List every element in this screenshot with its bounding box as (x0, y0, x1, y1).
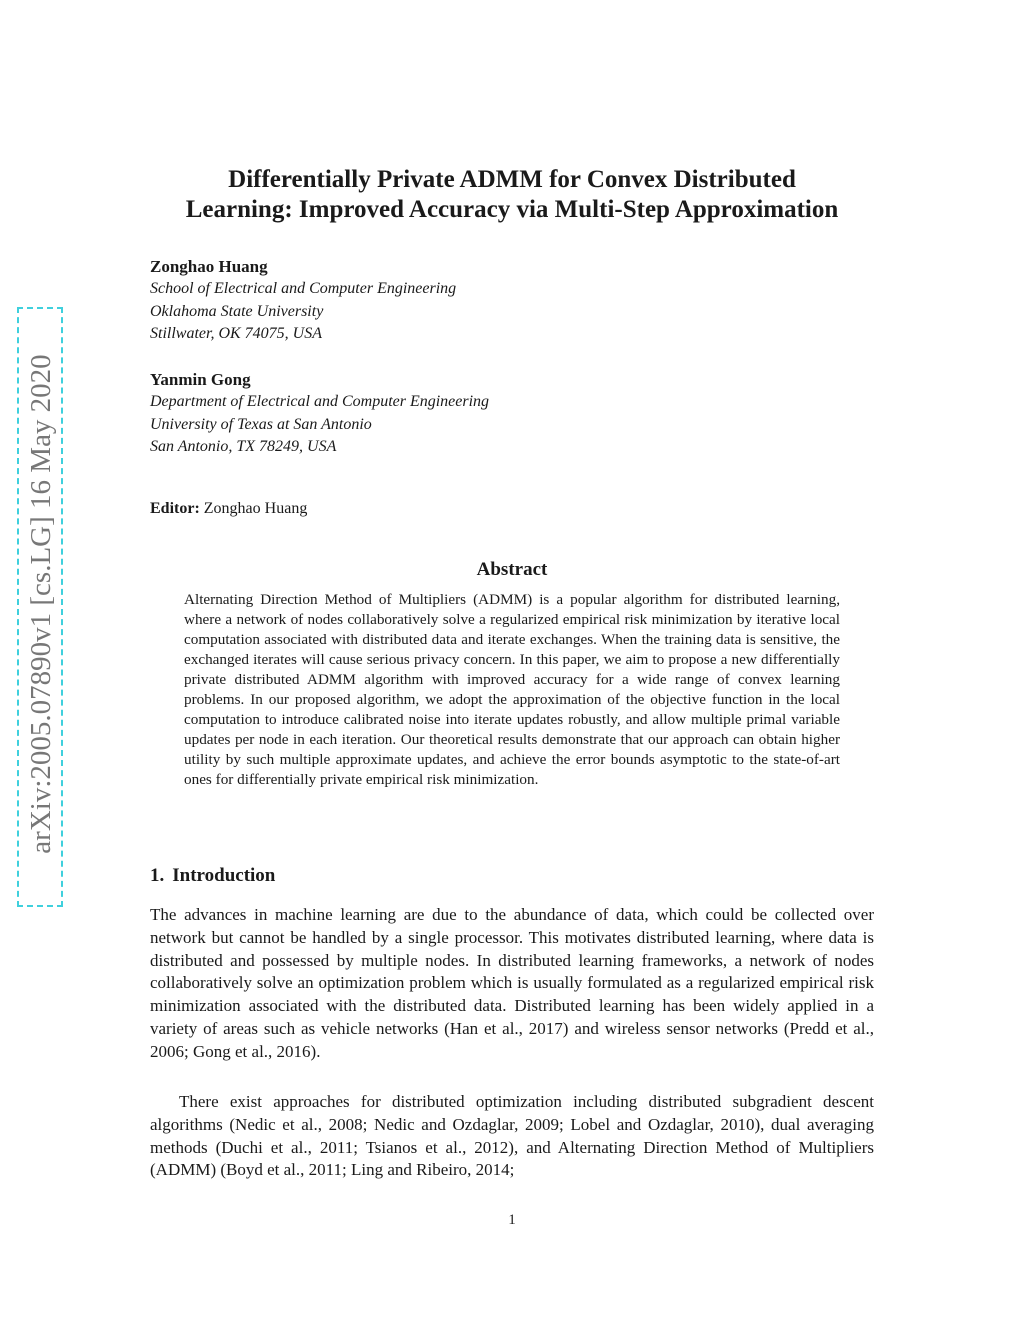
abstract-heading: Abstract (476, 559, 548, 580)
author-name: Zonghao Huang (150, 257, 268, 276)
author-block-2 (150, 369, 874, 459)
author-name: Yanmin Gong (150, 370, 251, 389)
body-paragraph: The advances in machine learning are due to the abundance of data, which could be collected over network but cannot be handled by a single processor. This motivates distributed learning, where data is distributed and possessed by multiple nodes. In distributed learning frameworks, a network of nodes collaboratively solve an optimization problem which is usually formulated as a regularized empirical risk minimization associated with the distributed data. Distributed learning has been widely applied in a variety of areas such as vehicle networks (Han et al., 2017) and wireless sensor networks (Predd et al., 2006; Gong et al., 2016). (150, 905, 874, 1061)
body-paragraph: There exist approaches for distributed optimization including distributed subgradient descent algorithms (Nedic et al., 2008; Nedic and Ozdaglar, 2009; Lobel and Ozdaglar, 2010), dual averaging methods (Duchi et al., 2011; Tsianos et al., 2012), and Alternating Direction Method of Multipliers (ADMM) (Boyd et al., 2011; Ling and Ribeiro, 2014; (150, 1092, 874, 1180)
editor-name: Zonghao Huang (203, 500, 308, 517)
author-affiliation-line: Oklahoma State University (150, 302, 324, 320)
arxiv-stamp: arXiv:2005.07890v1 [cs.LG] 16 May 2020 (25, 354, 57, 854)
section-heading (150, 864, 275, 888)
editor-line (150, 498, 307, 520)
paper-title (150, 165, 874, 225)
author-affiliation-line: Stillwater, OK 74075, USA (150, 325, 323, 342)
title-line-1: Differentially Private ADMM for Convex Distributed (228, 166, 796, 193)
section-title: Introduction (172, 865, 276, 886)
author-affiliation-line: San Antonio, TX 78249, USA (150, 438, 337, 455)
section-number: 1. (150, 865, 165, 886)
author-affiliation-line: Department of Electrical and Computer Engineering (150, 393, 490, 410)
title-line-2: Learning: Improved Accuracy via Multi-Step Approximation (185, 196, 839, 223)
author-affiliation-line: School of Electrical and Computer Engineering (150, 280, 457, 297)
abstract-text: Alternating Direction Method of Multipliers (ADMM) is a popular algorithm for distributed learning, where a network of nodes collaboratively solve a regularized empirical risk minimization by iterative local computation associated with distributed data and iterate exchanges. When the training data is sensitive, the exchanged iterates will cause serious privacy concern. In this paper, we aim to propose a new differentially private distributed ADMM algorithm with improved accuracy for a wide range of convex learning problems. In our proposed algorithm, we adopt the approximation of the objective function in the local computation to introduce calibrated noise into iterate updates robustly, and allow multiple primal variable updates per node in each iteration. Our theoretical results demonstrate that our approach can obtain higher utility by such multiple approximate updates, and achieve the error bounds asymptotic to the state-of-art ones for differentially private empirical risk minimization. (184, 591, 840, 788)
author-block-1 (150, 256, 874, 346)
editor-label: Editor: (150, 500, 200, 517)
author-affiliation-line: University of Texas at San Antonio (150, 415, 372, 433)
page-number: 1 (508, 1212, 516, 1228)
